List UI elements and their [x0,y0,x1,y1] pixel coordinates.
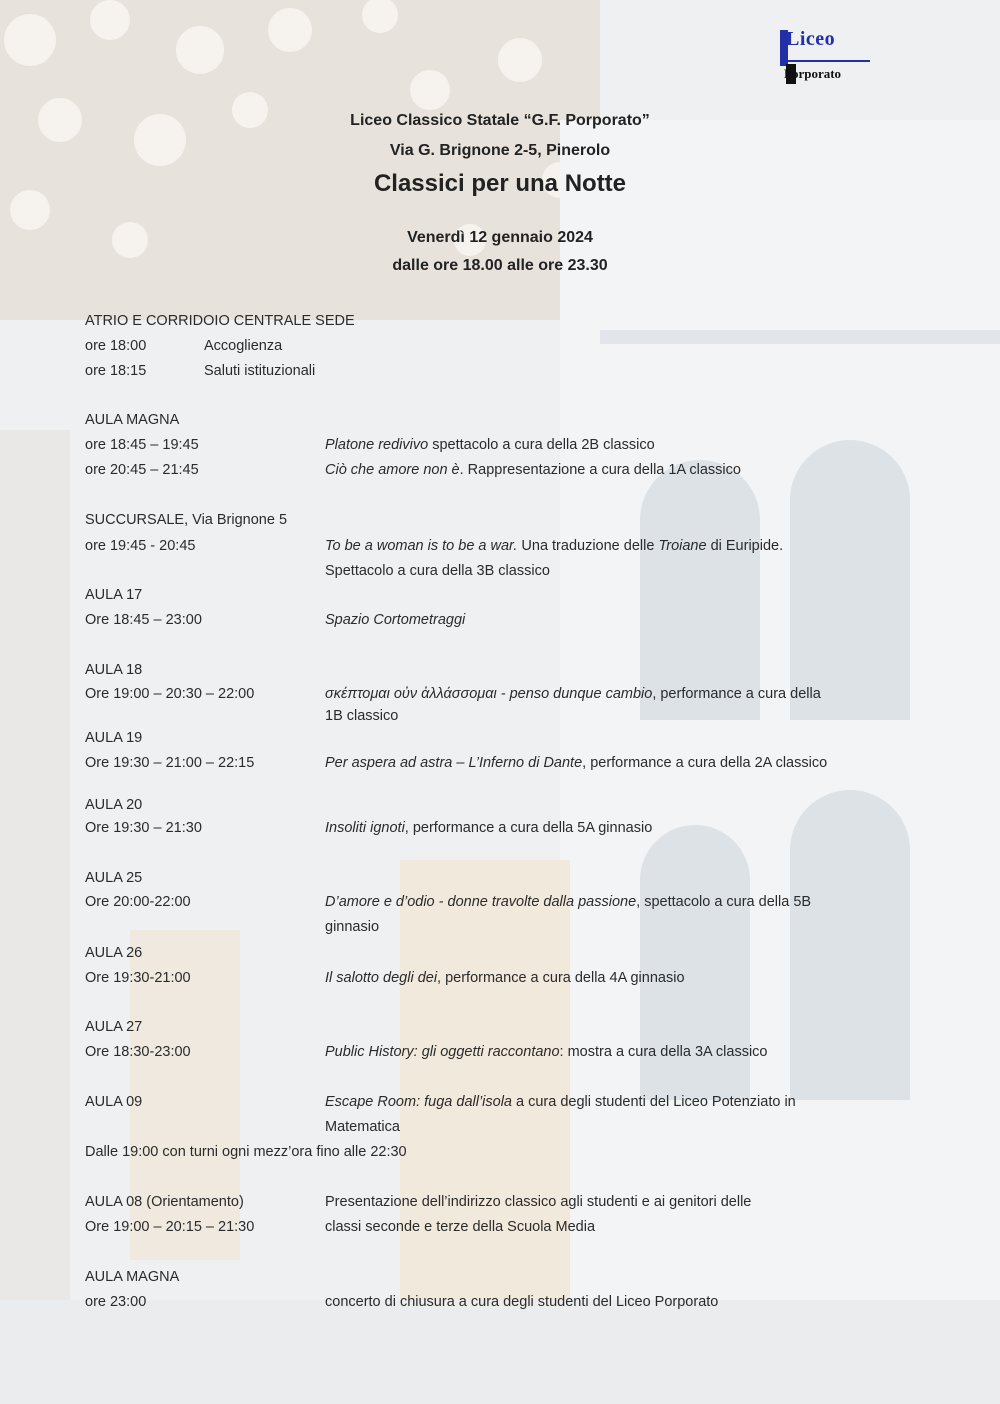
time-aula-magna-1: ore 18:45 – 19:45 [85,437,199,453]
desc-aula-19: Per aspera ad astra – L’Inferno di Dante, performance a cura della 2A classico [325,755,828,771]
desc-aula-20: Insoliti ignoti, performance a cura della 5A ginnasio [325,820,653,836]
event-title: Classici per una Notte [373,170,627,197]
school-address: Via G. Brignone 2-5, Pinerolo [389,142,611,159]
section-heading-aula-26: AULA 26 [85,945,143,961]
section-heading-aula-27: AULA 27 [85,1019,143,1035]
section-heading-aula-19: AULA 19 [85,730,143,746]
time-aula-27: Ore 18:30-23:00 [85,1044,191,1060]
section-heading-aula-20: AULA 20 [85,797,143,813]
desc-aula-25-line2: ginnasio [325,919,380,935]
time-atrio-1: ore 18:00 [85,338,147,354]
section-heading-aula-25: AULA 25 [85,870,143,886]
time-atrio-2: ore 18:15 [85,363,147,379]
time-aula-19: Ore 19:30 – 21:00 – 22:15 [85,755,255,771]
time-aula-magna-2: ore 20:45 – 21:45 [85,462,199,478]
desc-succursale-line2: Spettacolo a cura della 3B classico [325,563,550,579]
event-hours: dalle ore 18.00 alle ore 23.30 [392,257,608,274]
desc-aula-magna-closing: concerto di chiusura a cura degli studenti del Liceo Porporato [325,1294,719,1310]
time-aula-20: Ore 19:30 – 21:30 [85,820,202,836]
desc-atrio-1: Accoglienza [204,338,283,354]
desc-aula-09: Escape Room: fuga dall’isola a cura degli studenti del Liceo Potenziato in [325,1094,796,1110]
desc-aula-27: Public History: gli oggetti raccontano: mostra a cura della 3A classico [325,1044,768,1060]
desc-aula-09-line2: Matematica [325,1119,400,1135]
section-heading-aula-magna-closing: AULA MAGNA [85,1269,180,1285]
desc-aula-17: Spazio Cortometraggi [325,612,466,628]
section-heading-atrio: ATRIO E CORRIDOIO CENTRALE SEDE [85,313,355,329]
school-name: Liceo Classico Statale “G.F. Porporato” [350,112,650,129]
time-aula-08: Ore 19:00 – 20:15 – 21:30 [85,1219,255,1235]
desc-aula-magna-2: Ciò che amore non è. Rappresentazione a cura della 1A classico [325,462,741,478]
note-aula-09: Dalle 19:00 con turni ogni mezz’ora fino alle 22:30 [85,1144,407,1160]
desc-aula-26: Il salotto degli dei, performance a cura della 4A ginnasio [325,970,685,986]
desc-aula-08-line2: classi seconde e terze della Scuola Media [325,1219,596,1235]
school-logo [766,28,891,86]
desc-aula-08: Presentazione dell’indirizzo classico agli studenti e ai genitori delle [325,1194,752,1210]
section-heading-aula-18: AULA 18 [85,662,143,678]
desc-aula-18-line2: 1B classico [325,708,399,724]
desc-atrio-2: Saluti istituzionali [204,363,316,379]
desc-aula-18: σκέπτομαι οὐν ἀλλάσσομαι - penso dunque cambio, performance a cura della [325,686,821,702]
desc-succursale: To be a woman is to be a war. Una traduzione delle Troiane di Euripide. [325,538,784,554]
time-aula-26: Ore 19:30-21:00 [85,970,191,986]
time-aula-magna-closing: ore 23:00 [85,1294,147,1310]
section-heading-succursale: SUCCURSALE, Via Brignone 5 [85,512,288,528]
time-aula-25: Ore 20:00-22:00 [85,894,191,910]
section-heading-aula-09: AULA 09 [85,1094,143,1110]
desc-aula-magna-1: Platone redivivo spettacolo a cura della 2B classico [325,437,655,453]
section-heading-aula-magna: AULA MAGNA [85,412,180,428]
section-heading-aula-08: AULA 08 (Orientamento) [85,1194,244,1210]
event-date: Venerdì 12 gennaio 2024 [407,229,593,246]
time-aula-17: Ore 18:45 – 23:00 [85,612,202,628]
time-aula-18: Ore 19:00 – 20:30 – 22:00 [85,686,255,702]
section-heading-aula-17: AULA 17 [85,587,143,603]
time-succursale: ore 19:45 - 20:45 [85,538,196,554]
desc-aula-25: D’amore e d’odio - donne travolte dalla passione, spettacolo a cura della 5B [325,894,812,910]
logo-top-text: Liceo [786,28,836,50]
logo-bottom-text: Porporato [784,66,842,81]
